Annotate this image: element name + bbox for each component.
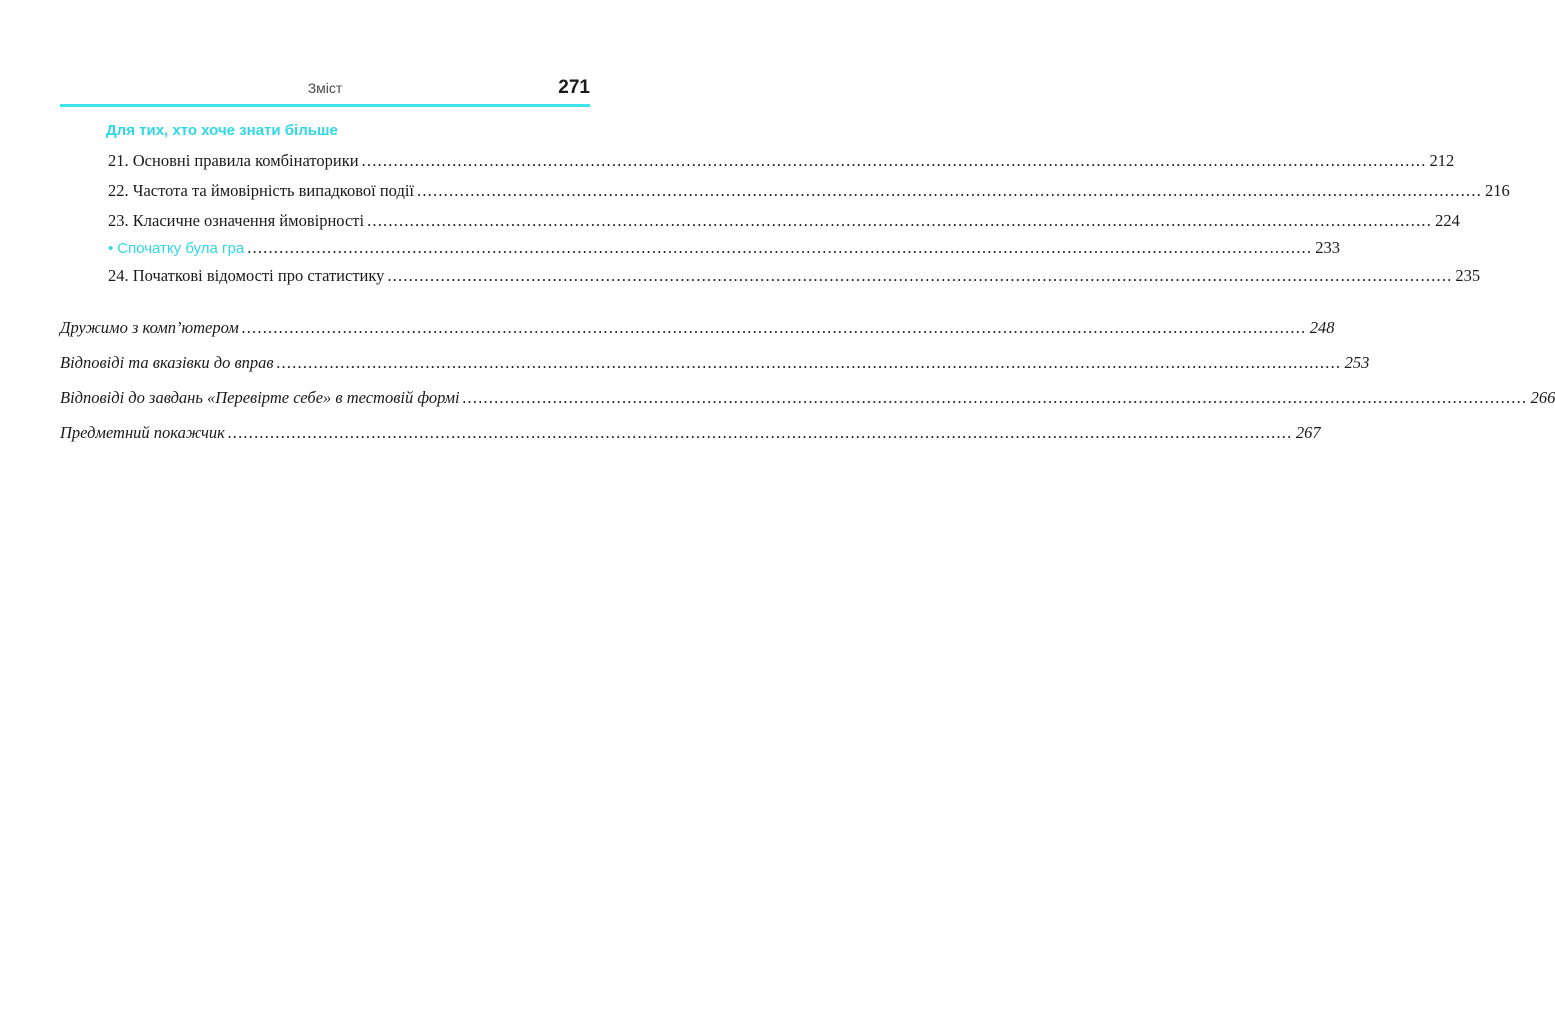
toc-leader-dots: ........................................................................................................................................................................................................ bbox=[241, 318, 1307, 337]
toc-entry[interactable] bbox=[108, 180, 1510, 202]
toc-entry-label: Відповіді та вказівки до вправ bbox=[60, 353, 274, 372]
toc-entry-label: 23. Класичне означення ймовірності bbox=[108, 211, 365, 230]
toc-entry-label: Спочатку була гра bbox=[117, 240, 245, 257]
toc-entry-page: 224 bbox=[1435, 211, 1460, 230]
toc-entry-page: 235 bbox=[1455, 266, 1481, 285]
bullet-icon: • bbox=[108, 240, 114, 257]
toc-leader-dots: ........................................................................................................................................................................................................ bbox=[227, 423, 1293, 442]
toc-leader-dots: ........................................................................................................................................................................................................ bbox=[417, 181, 1483, 200]
toc-entry-page: 233 bbox=[1315, 238, 1340, 257]
section-heading: Для тих, хто хоче знати більше bbox=[106, 122, 338, 139]
toc-entry-label: Відповіді до завдань «Перевірте себе» в тестовій формі bbox=[60, 388, 460, 407]
toc-entry-highlight[interactable] bbox=[108, 237, 1340, 260]
toc-entry-page: 267 bbox=[1295, 423, 1321, 442]
toc-main-entry[interactable] bbox=[60, 387, 1555, 409]
toc-entry-page: 212 bbox=[1429, 151, 1455, 170]
toc-leader-dots: ........................................................................................................................................................................................................ bbox=[276, 353, 1342, 372]
toc-main-entry[interactable] bbox=[60, 317, 1335, 339]
toc-entry-label: Предметний покажчик bbox=[60, 423, 225, 442]
toc-entry-page: 248 bbox=[1309, 318, 1335, 337]
toc-leader-dots: ........................................................................................................................................................................................................ bbox=[462, 388, 1528, 407]
toc-entry-page: 216 bbox=[1485, 181, 1510, 200]
toc-entry-page: 253 bbox=[1344, 353, 1370, 372]
toc-entry-label: 22. Частота та ймовірність випадкової події bbox=[108, 181, 415, 200]
toc-entry-label: Дружимо з комп’ютером bbox=[60, 318, 239, 337]
toc-entry[interactable] bbox=[108, 265, 1481, 287]
toc-main-entry[interactable] bbox=[60, 352, 1370, 374]
page-number: 271 bbox=[558, 77, 590, 98]
toc-entry[interactable] bbox=[108, 210, 1460, 232]
header-divider bbox=[60, 104, 590, 107]
page-title: Зміст bbox=[307, 80, 343, 96]
toc-leader-dots: ........................................................................................................................................................................................................ bbox=[367, 211, 1433, 230]
toc-entry[interactable] bbox=[108, 150, 1455, 172]
toc-leader-dots: ........................................................................................................................................................................................................ bbox=[387, 266, 1453, 285]
toc-entry-label: 21. Основні правила комбінаторики bbox=[108, 151, 359, 170]
toc-main-entry[interactable] bbox=[60, 422, 1321, 444]
toc-leader-dots: ........................................................................................................................................................................................................ bbox=[247, 238, 1313, 257]
toc-entry-label: 24. Початкові відомості про статистику bbox=[108, 266, 385, 285]
toc-leader-dots: ........................................................................................................................................................................................................ bbox=[361, 151, 1427, 170]
toc-entry-page: 266 bbox=[1530, 388, 1555, 407]
